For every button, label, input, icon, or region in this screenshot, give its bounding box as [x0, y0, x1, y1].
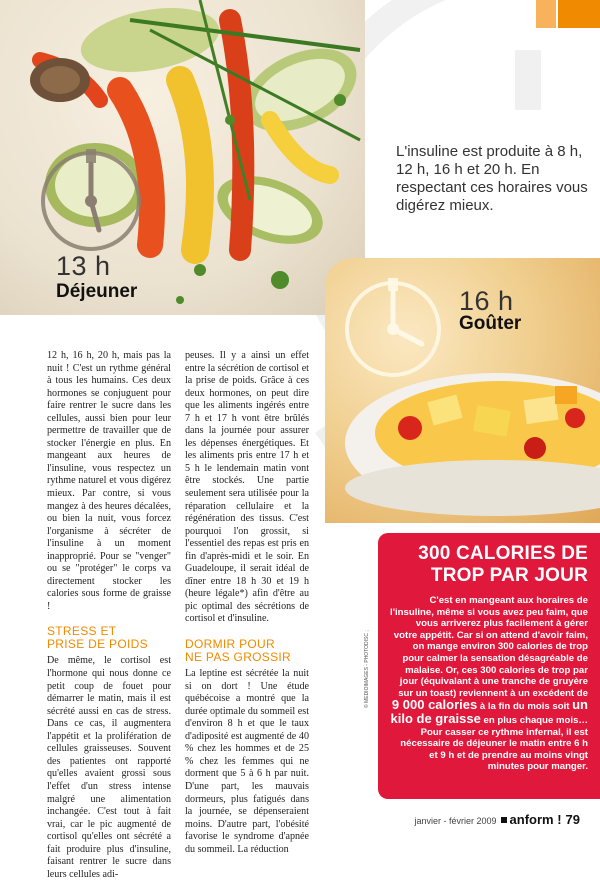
box-body	[390, 595, 588, 773]
lunch-meal: Déjeuner	[56, 281, 138, 302]
issue-date: janvier - février 2009	[414, 816, 497, 826]
clock-16h-icon	[338, 274, 448, 384]
footer-square-icon	[501, 817, 507, 823]
page-number: 79	[565, 812, 580, 827]
box-highlight: 9 000 calories	[391, 697, 478, 713]
photo-credit: © MEDIOIMAGES - PHOTODISC ;	[364, 630, 370, 708]
clock-13h-icon	[36, 146, 146, 256]
article-column-1	[47, 350, 171, 881]
paragraph: De même, le cortisol est l'hormone qui nous donne ce petit coup de fouet pour démarrer le matin, mais il est sécrété aussi en cas de stress. Dans ce cas, il augmentera l'appétit et la prolifération de cellules graisseuses. Souvent des patientes ont rapporté qu'elles avaient grossi sous l'effet d'un stress intense malgré une alimentation inchangée. C'est tout à fait vrai, car le pic augmenté de cortisol qu'elles ont sécrété a fait produire plus d'insuline, faisant rentrer le sucre dans leurs cellules adi-	[47, 655, 171, 880]
paragraph: 12 h, 16 h, 20 h, mais pas la nuit ! C'est un rythme général à tous les humains. Ces deux hormones se conjuguent pour faire rentrer le sucre dans les cellules, aussi bien pour leur permettre de travailler que de stocker l'énergie en plus. En mangeant aux heures de l'insuline, vous respectez un rythme naturel et vous digérez mieux. Par contre, si vous mangez à des heures décalées, ou bien la nuit, vous forcez l'organisme à sécréter de l'insuline à un moment inapproprié. Pour se "venger" ou se "protéger" le corps va directement stocker les calories sous forme de graisse !	[47, 350, 171, 612]
calories-sidebar-box	[378, 533, 600, 799]
box-text: C'est en mangeant aux horaires de l'insuline, même si vous avez peu faim, que vous arriverez plus facilement à gérer votre appétit. Car si on attend d'avoir faim, on mange environ 300 calories de trop pour calmer la sensation désagréable de malaise. Or, ces 300 calories de trop par jour (équivalant à une tranche de gruyère sur un toast) reviennent à un excédent de	[390, 595, 588, 699]
box-title	[390, 543, 588, 587]
subhead-stress	[47, 625, 171, 651]
subhead-line: DORMIR POUR	[185, 637, 275, 652]
snack-time: 16 h	[459, 286, 514, 316]
intro-text: L'insuline est produite à 8 h, 12 h, 16 h et 20 h. En respectant ces horaires vous digérez mieux.	[396, 143, 588, 214]
page-footer	[0, 812, 580, 827]
lunch-time: 13 h	[56, 251, 111, 281]
corner-block-dark	[558, 0, 600, 28]
box-highlight: un kilo de graisse	[390, 697, 588, 726]
paragraph: La leptine est sécrétée la nuit si on dort ! Une étude québécoise a montré que la durée optimale du sommeil est d'environ 8 h et que le taux d'adiposité est augmenté de 40 % chez les hommes et de 25 % chez les femmes qui ne dorment que 5 à 6 h par nuit. D'une part, les mauvais dormeurs, plus fatigués dans la journée, se dépenseraient moins. D'autre part, l'obésité favorise le syndrome d'apnée du sommeil. La réduction	[185, 668, 309, 855]
box-text: à la fin du mois soit	[477, 701, 573, 713]
box-title-line: TROP PAR JOUR	[430, 565, 588, 586]
subhead-line: PRISE DE POIDS	[47, 637, 148, 652]
snack-meal: Goûter	[459, 313, 522, 334]
box-title-line: 300 CALORIES DE	[418, 543, 588, 564]
article-column-2	[185, 350, 309, 856]
subhead-sleep	[185, 638, 309, 664]
magazine-brand: anform !	[509, 812, 562, 827]
box-text: en plus chaque mois… Pour casser ce rythme infernal, il est nécessaire de déjeuner le matin entre 6 h et 9 h et de prendre au moins vingt minutes pour manger.	[400, 714, 588, 773]
paragraph: peuses. Il y a ainsi un effet entre la sécrétion de cortisol et la prise de poids. Grâce à ces deux hormones, on peut dire que les aliments ingérés entre 7 h et 17 h vont être brûlés dans la journée pour assurer les dépenses énergétiques. Et les aliments pris entre 17 h et 5 h le lendemain matin vont être stockés. Une partie seulement sera utilisée pour la réparation cellulaire et la régénération des tissus. C'est pourquoi l'on grossit, si l'essentiel des repas est pris en fin d'après-midi et le soir. En Guadeloupe, il serait idéal de dîner entre 18 h 30 et 19 h (heure légale*) afin d'être au pic optimal des sécrétions de cortisol et d'insuline.	[185, 350, 309, 625]
page-corner-tabs	[536, 0, 600, 28]
subhead-line: STRESS ET	[47, 624, 117, 639]
subhead-line: NE PAS GROSSIR	[185, 650, 292, 665]
corner-block-light	[536, 0, 556, 28]
